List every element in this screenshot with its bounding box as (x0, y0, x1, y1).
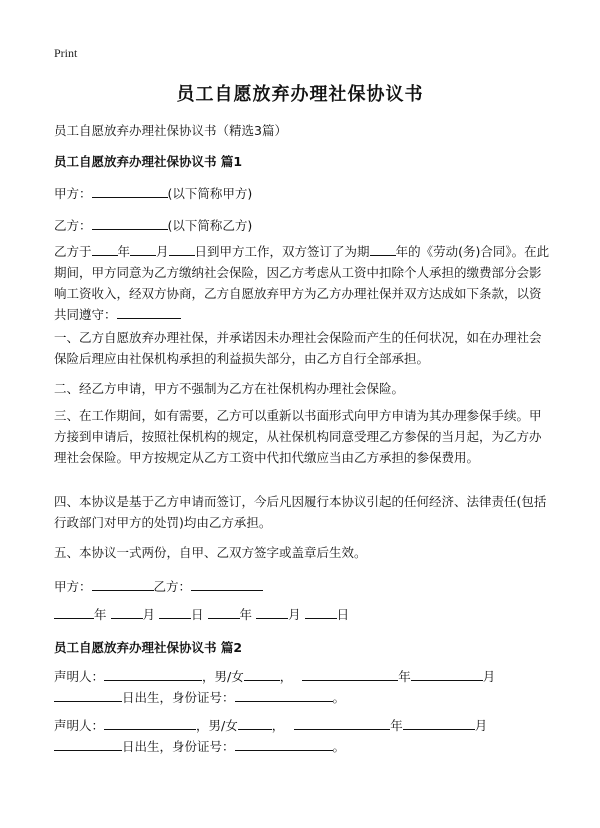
section2-heading: 员工自愿放弃办理社保协议书 篇2 (54, 640, 243, 655)
declarant2-label: 声明人： (54, 718, 105, 733)
declarant1-born: 日出生，身份证号： (122, 690, 235, 705)
declarant1-period: 。 (332, 690, 346, 705)
party-b-suffix: (以下简称乙方) (167, 218, 253, 233)
party-b-blank[interactable] (92, 217, 168, 230)
declarant1-gender: ，男/女 (202, 669, 244, 684)
party-a-suffix: (以下简称甲方) (167, 186, 253, 201)
party-a-blank[interactable] (92, 185, 168, 198)
date2-year-label: 年 (239, 607, 253, 622)
declarant2-line-2 (54, 737, 345, 755)
intro-text-2: 年 (117, 244, 131, 259)
signature-line (54, 577, 263, 595)
intro-text-5: 年的《劳动(务)合同》。在此期间，甲方同意为乙方缴纳社会保险，因乙方考虑从工资中扣除个人承担的缴费部分会影响工资收入，经双方协商，乙方自愿放弃甲方为乙方办理社保并双方达成如下条款，以资共同遵守： (54, 244, 550, 322)
declarant1-year-label: 年 (398, 669, 411, 684)
party-a-label: 甲方： (54, 186, 92, 201)
declarant1-month-label: 月 (482, 669, 496, 684)
declarant2-year-label: 年 (390, 718, 403, 733)
declarant2-period: 。 (332, 739, 346, 754)
declarant1-line-2 (54, 688, 345, 706)
declarant1-month-blank[interactable] (411, 668, 483, 681)
declarant1-day-blank[interactable] (54, 689, 122, 702)
clause-5: 五、本协议一式两份，自甲、乙双方签字或盖章后生效。 (54, 545, 367, 560)
clause-1: 一、乙方自愿放弃办理社保，并承诺因未办理社会保险而产生的任何状况，如在办理社会保险后理应由社保机构承担的利益损失部分，由乙方自行全部承担。 (54, 330, 542, 366)
date1-year-blank[interactable] (54, 606, 94, 619)
declarant2-born: 日出生，身份证号： (122, 739, 235, 754)
term-years-blank[interactable] (370, 243, 396, 256)
sign-party-a-blank[interactable] (92, 578, 154, 591)
date1-year-label: 年 (94, 607, 107, 622)
declarant2-name-blank[interactable] (104, 717, 196, 730)
document-subtitle: 员工自愿放弃办理社保协议书（精选3篇） (54, 123, 287, 138)
intro-text-1: 乙方于 (54, 244, 92, 259)
declarant1-comma: ， (279, 669, 293, 684)
sign-party-a-label: 甲方： (54, 579, 92, 594)
declarant2-gender: ，男/女 (196, 718, 238, 733)
party-b-line (54, 216, 252, 234)
declarant2-day-blank[interactable] (54, 738, 122, 751)
declarant1-name-blank[interactable] (104, 668, 202, 681)
sign-party-b-blank[interactable] (191, 578, 263, 591)
page-title: 员工自愿放弃办理社保协议书 (176, 84, 424, 105)
party-b-label: 乙方： (54, 218, 92, 233)
agreement-blank[interactable] (117, 306, 181, 319)
declarant2-month-label: 月 (474, 718, 488, 733)
date2-month-blank[interactable] (256, 606, 288, 619)
clause-3: 三、在工作期间，如有需要，乙方可以重新以书面形式向甲方申请为其办理参保手续。甲方接到申请后，按照社保机构的规定，从社保机构同意受理乙方参保的当月起，为乙方办理社会保险。甲方按规定从乙方工资中代扣代缴应当由乙方承担的参保费用。 (54, 408, 542, 465)
start-month-blank[interactable] (130, 243, 156, 256)
print-label[interactable]: Print (54, 46, 78, 60)
declarant2-id-blank[interactable] (235, 738, 333, 751)
section1-heading: 员工自愿放弃办理社保协议书 篇1 (54, 154, 243, 169)
date2-day-blank[interactable] (305, 606, 337, 619)
date2-month-label: 月 (288, 607, 301, 622)
declarant2-comma: ， (271, 718, 285, 733)
party-a-line (54, 184, 252, 202)
declarant1-gender-blank[interactable] (244, 668, 280, 681)
date1-month-label: 月 (142, 607, 156, 622)
date1-month-blank[interactable] (111, 606, 143, 619)
declarant2-line-1 (54, 716, 487, 734)
declarant2-month-blank[interactable] (403, 717, 475, 730)
declarant1-label: 声明人： (54, 669, 105, 684)
declarant1-line-1 (54, 667, 495, 685)
declarant1-year-blank[interactable] (302, 668, 398, 681)
declarant2-gender-blank[interactable] (238, 717, 272, 730)
date1-day-blank[interactable] (159, 606, 191, 619)
date2-year-blank[interactable] (208, 606, 240, 619)
intro-paragraph (54, 241, 550, 325)
declarant1-id-blank[interactable] (235, 689, 333, 702)
clause-4: 四、本协议是基于乙方申请而签订，今后凡因履行本协议引起的任何经济、法律责任(包括行政部门对甲方的处罚)均由乙方承担。 (54, 494, 547, 530)
declarant2-year-blank[interactable] (294, 717, 390, 730)
sign-party-b-label: 乙方： (153, 579, 192, 594)
clause-2: 二、经乙方申请，甲方不强制为乙方在社保机构办理社会保险。 (54, 381, 405, 396)
date1-day-label: 日 (191, 607, 204, 622)
intro-text-4: 日到甲方工作，双方签订了为期 (194, 244, 370, 259)
start-year-blank[interactable] (92, 243, 118, 256)
date2-day-label: 日 (336, 607, 350, 622)
intro-text-3: 月 (156, 244, 169, 259)
start-day-blank[interactable] (169, 243, 195, 256)
date-line (54, 605, 349, 623)
